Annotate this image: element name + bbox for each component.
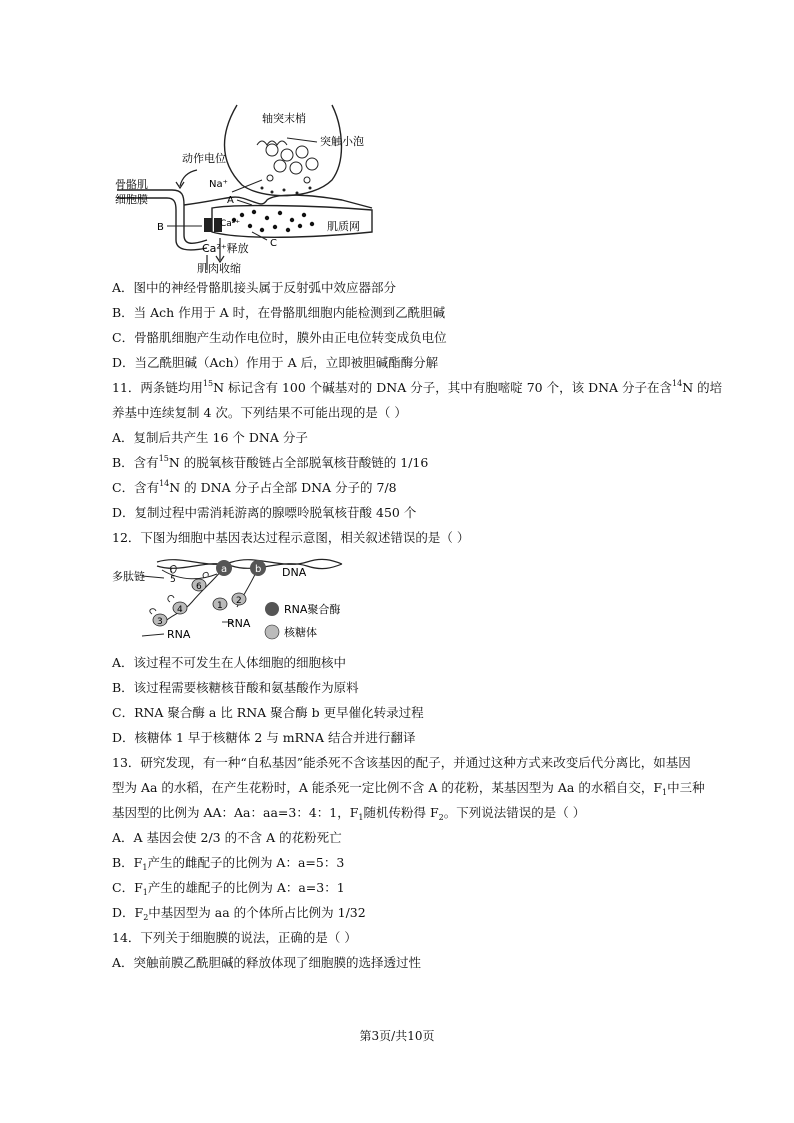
label-b: B: [157, 222, 164, 233]
q13-option-d: D．$F_2$中基因型为 aa 的个体所占比例为 1/32: [112, 905, 366, 922]
label-membrane-2: 细胞膜: [115, 193, 148, 206]
label-polymerase-a: a: [221, 564, 228, 575]
q12-option-a: A．该过程不可发生在人体细胞的细胞核中: [112, 655, 347, 670]
q13-option-c: C．$F_1$产生的雄配子的比例为 A：a=3：1: [112, 880, 345, 897]
label-action-potential: 动作电位: [182, 152, 226, 165]
label-ca-release: Ca²⁺释放: [202, 242, 249, 255]
label-ribosome-6: 6: [196, 582, 202, 592]
q13-stem-line-3: 基因型的比例为 AA：Aa：aa=3：4：1，$F_1$随机传粉得 $F_2$。下列说法错误的是（ ）: [112, 805, 586, 822]
label-na: Na⁺: [209, 179, 228, 190]
page-footer: 第3页/共10页: [359, 1029, 435, 1043]
q11-option-a: A．复制后共产生 16 个 DNA 分子: [112, 430, 308, 445]
q11-option-b: B．含有$^{15}$N 的脱氧核苷酸链占全部脱氧核苷酸链的 1/16: [112, 454, 429, 470]
label-polymerase-b: b: [255, 564, 262, 575]
q12-option-c: C．RNA 聚合酶 a 比 RNA 聚合酶 b 更早催化转录过程: [112, 705, 424, 720]
q14-stem: 14．下列关于细胞膜的说法，正确的是（ ）: [112, 930, 357, 945]
label-membrane-1: 骨骼肌: [115, 178, 148, 191]
label-ribosome-2: 2: [236, 596, 242, 606]
legend-rna-polymerase: RNA聚合酶: [284, 603, 341, 616]
q10-option-a: A．图中的神经骨骼肌接头属于反射弧中效应器部分: [112, 280, 397, 295]
label-rna-2: RNA: [227, 617, 251, 630]
label-contraction: 肌肉收缩: [197, 262, 241, 275]
q10-option-d: D．当乙酰胆碱（Ach）作用于 A 后，立即被胆碱酯酶分解: [112, 355, 439, 370]
label-vesicle: 突触小泡: [320, 135, 364, 148]
q14-option-a: A．突触前膜乙酰胆碱的释放体现了细胞膜的选择透过性: [112, 955, 422, 970]
label-rna-1: RNA: [167, 628, 191, 641]
neuromuscular-junction-figure: [112, 100, 382, 275]
label-dna: DNA: [282, 566, 307, 579]
q11-option-d: D．复制过程中需消耗游离的腺嘌呤脱氧核苷酸 450 个: [112, 505, 417, 520]
q10-option-c: C．骨骼肌细胞产生动作电位时，膜外由正电位转变成负电位: [112, 330, 447, 345]
label-ribosome-5: 5: [170, 575, 176, 585]
q10-option-b: B．当 Ach 作用于 A 时，在骨骼肌细胞内能检测到乙酰胆碱: [112, 305, 446, 320]
label-polypeptide: 多肽链: [112, 570, 145, 583]
label-ribosome-3: 3: [157, 617, 163, 627]
label-ca-in: Ca²⁺: [220, 219, 241, 229]
q13-option-b: B．$F_1$产生的雌配子的比例为 A：a=5：3: [112, 855, 345, 872]
q12-option-d: D．核糖体 1 早于核糖体 2 与 mRNA 结合并进行翻译: [112, 730, 416, 745]
q12-stem: 12．下图为细胞中基因表达过程示意图，相关叙述错误的是（ ）: [112, 530, 470, 545]
label-c: C: [270, 238, 277, 249]
label-a: A: [227, 195, 234, 206]
label-ribosome-1: 1: [217, 601, 223, 611]
q13-stem-line-2: 型为 Aa 的水稻，在产生花粉时，A 能杀死一定比例不含 A 的花粉，某基因型为 Aa 的水稻自交，$F_1$中三种: [112, 780, 705, 797]
legend-ribosome: 核糖体: [284, 626, 317, 639]
q13-stem-line-1: 13．研究发现，有一种“自私基因”能杀死不含该基因的配子，并通过这种方式来改变后代分离比，如基因: [112, 755, 691, 770]
q11-option-c: C．含有$^{14}$N 的 DNA 分子占全部 DNA 分子的 7/8: [112, 479, 397, 495]
label-sr: 肌质网: [327, 220, 360, 233]
q11-stem-line-1: 11．两条链均用$^{15}$N 标记含有 100 个碱基对的 DNA 分子，其中有胞嘧啶 70 个，该 DNA 分子在含$^{14}$N 的培: [112, 379, 723, 395]
q13-option-a: A．A 基因会使 2/3 的不含 A 的花粉死亡: [112, 830, 342, 845]
q12-option-b: B．该过程需要核糖核苷酸和氨基酸作为原料: [112, 680, 359, 695]
label-axon-terminal: 轴突末梢: [262, 112, 306, 125]
gene-expression-figure: [112, 552, 377, 647]
label-ribosome-4: 4: [177, 605, 183, 615]
q11-stem-line-2: 养基中连续复制 4 次。下列结果不可能出现的是（ ）: [112, 405, 407, 420]
